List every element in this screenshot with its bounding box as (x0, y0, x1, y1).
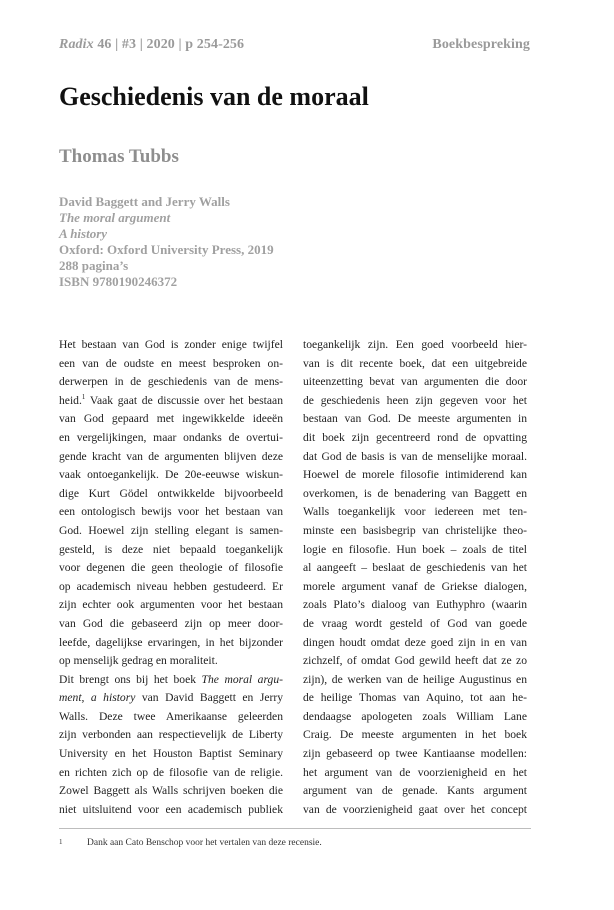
footnote-divider (59, 828, 531, 829)
text-line: van de voorzienigheid gaat over het concept (303, 802, 527, 816)
text-line: zijn), de werken van de heilige Augustinus en (303, 672, 527, 686)
text-line: een ontologisch bewijs voor het bestaan van (59, 505, 283, 519)
text-line: Hoewel de morele filosofie intimiderend kan (303, 468, 527, 482)
text-line: zijn gebaseerd op twee Kantiaanse modellen: (303, 747, 527, 761)
text-line (59, 689, 283, 708)
text-line: een van de oudste en meest besproken on- (59, 356, 283, 370)
text-line: gesteld, is deze niet bepaald toegankelijk (59, 542, 283, 556)
text-line: bestaan van God. De meeste argumenten in (303, 412, 527, 426)
text-line: en richten zich op de filosofie van de religie. (59, 765, 283, 779)
text-fragment: heid. (59, 393, 82, 407)
text-line: dingen houdt omdat deze goed zijn in en van (303, 635, 527, 649)
text-line: vaak ontoegankelijk. De 20e-eeuwse wiskun- (59, 468, 283, 482)
book-publisher: Oxford: Oxford University Press, 2019 (59, 242, 274, 257)
text-line: gende kracht van de argumenten blijven deze (59, 449, 283, 463)
footnote (59, 838, 322, 848)
text-line: op menselijk gedrag en moraliteit. (59, 654, 218, 668)
body-column-left (59, 336, 283, 819)
book-subtitle: A history (59, 226, 108, 241)
text-line: overkomen, is de benadering van Baggett en (303, 486, 527, 500)
article-author: Thomas Tubbs (59, 146, 179, 167)
book-title-inline: ment, a history (59, 691, 136, 705)
book-title-inline: The moral argu- (201, 672, 283, 686)
footnote-text: Dank aan Cato Benschop voor het vertalen van deze recensie. (87, 838, 322, 848)
text-line: de vraag wordt gesteld of God van goede (303, 616, 527, 630)
book-authors: David Baggett and Jerry Walls (59, 194, 230, 209)
text-fragment: van David Baggett en Jerry (135, 691, 284, 705)
text-line: Zowel Baggett als Walls schrijven boeken die (59, 784, 283, 798)
text-line: Het bestaan van God is zonder enige twijfel (59, 338, 283, 351)
text-line: op academisch niveau hebben gestudeerd. Er (59, 579, 283, 593)
text-line: zijn echter ook argumenten voor het bestaan (59, 598, 283, 612)
book-title: The moral argument (59, 210, 171, 225)
text-line: dat God de basis is van de menselijke moraal. (303, 449, 527, 463)
text-fragment: Dit brengt ons bij het boek (59, 672, 202, 686)
book-pages: 288 pagina’s (59, 258, 129, 273)
text-line: morele argument vanaf de Griekse dialogen, (303, 579, 527, 593)
text-line: zichzelf, of omdat God gewild heeft dat ze zo (303, 654, 527, 668)
running-header-citation (59, 37, 244, 53)
text-line: minste een basisbegrip van christelijke theo- (303, 523, 527, 537)
text-line: zoals Plato’s dialoog van Euthyphro (waarin (303, 598, 527, 612)
text-line: dendaagse apologeten zoals William Lane (303, 709, 527, 723)
text-line: de heilige Thomas van Aquino, tot aan he- (303, 691, 527, 705)
text-line: het argument van de voorzienigheid en het (303, 765, 527, 779)
text-line: Craig. De meeste argumenten in het boek (303, 728, 527, 742)
text-line: en vergelijkingen, maar ondanks de overtui- (59, 430, 283, 444)
issue-info: 46 | #3 | 2020 | p 254-256 (93, 37, 245, 52)
journal-name: Radix (59, 37, 94, 52)
text-line: al aangeeft – beslaat de geschiedenis van het (303, 561, 527, 575)
text-line: dige Kurt Gödel ontwikkelde bijvoorbeeld (59, 486, 283, 500)
text-line: Walls toegankelijk voor iedereen met ten- (303, 505, 527, 519)
text-line: argument van de genade. Kants argument (303, 784, 527, 798)
text-line: Walls. Deze twee Amerikaanse geleerden (59, 709, 283, 723)
running-header-section: Boekbespreking (432, 37, 530, 52)
article-title: Geschiedenis van de moraal (59, 82, 369, 111)
text-line: zijn verbonden aan respectievelijk de Liberty (59, 728, 283, 742)
text-line: van God gepaard met ingewikkelde ideeën (59, 412, 283, 426)
book-details (59, 194, 274, 290)
text-line: God. Hoewel zijn stelling elegant is samen- (59, 523, 283, 537)
text-line: van God die gebaseerd zijn op meer door- (59, 616, 283, 630)
text-line: University en het Houston Baptist Seminary (59, 747, 283, 761)
book-isbn: ISBN 9780190246372 (59, 274, 178, 289)
body-column-right (303, 336, 527, 819)
text-line (59, 392, 283, 411)
text-line: logie en filosofie. Hun boek – zoals de titel (303, 542, 527, 556)
text-line: niet uitsluitend voor een academisch publiek (59, 802, 283, 816)
text-line: derwerpen in de geschiedenis van de mens- (59, 375, 283, 389)
text-line: toegankelijk zijn. Een goed voorbeeld hier- (303, 338, 527, 351)
text-line: dit boek zijn gecentreerd rond de opvatting (303, 430, 527, 444)
text-line (59, 671, 283, 690)
text-line: voor degenen die geen theologie of filosofie (59, 561, 283, 575)
footnote-number: 1 (59, 838, 63, 846)
text-line: leefde, dagelijkse ervaringen, in het bijzonder (59, 635, 283, 649)
text-fragment: Vaak gaat de discussie over het bestaan (85, 393, 283, 407)
text-line: uiteenzetting bevat van argumenten die door (303, 375, 527, 389)
text-line: de geschiedenis heen zijn gegeven voor het (303, 393, 527, 407)
text-line: van is dit recente boek, dat een uitgebreide (303, 356, 527, 370)
footnote-ref[interactable]: 1 (81, 392, 86, 401)
